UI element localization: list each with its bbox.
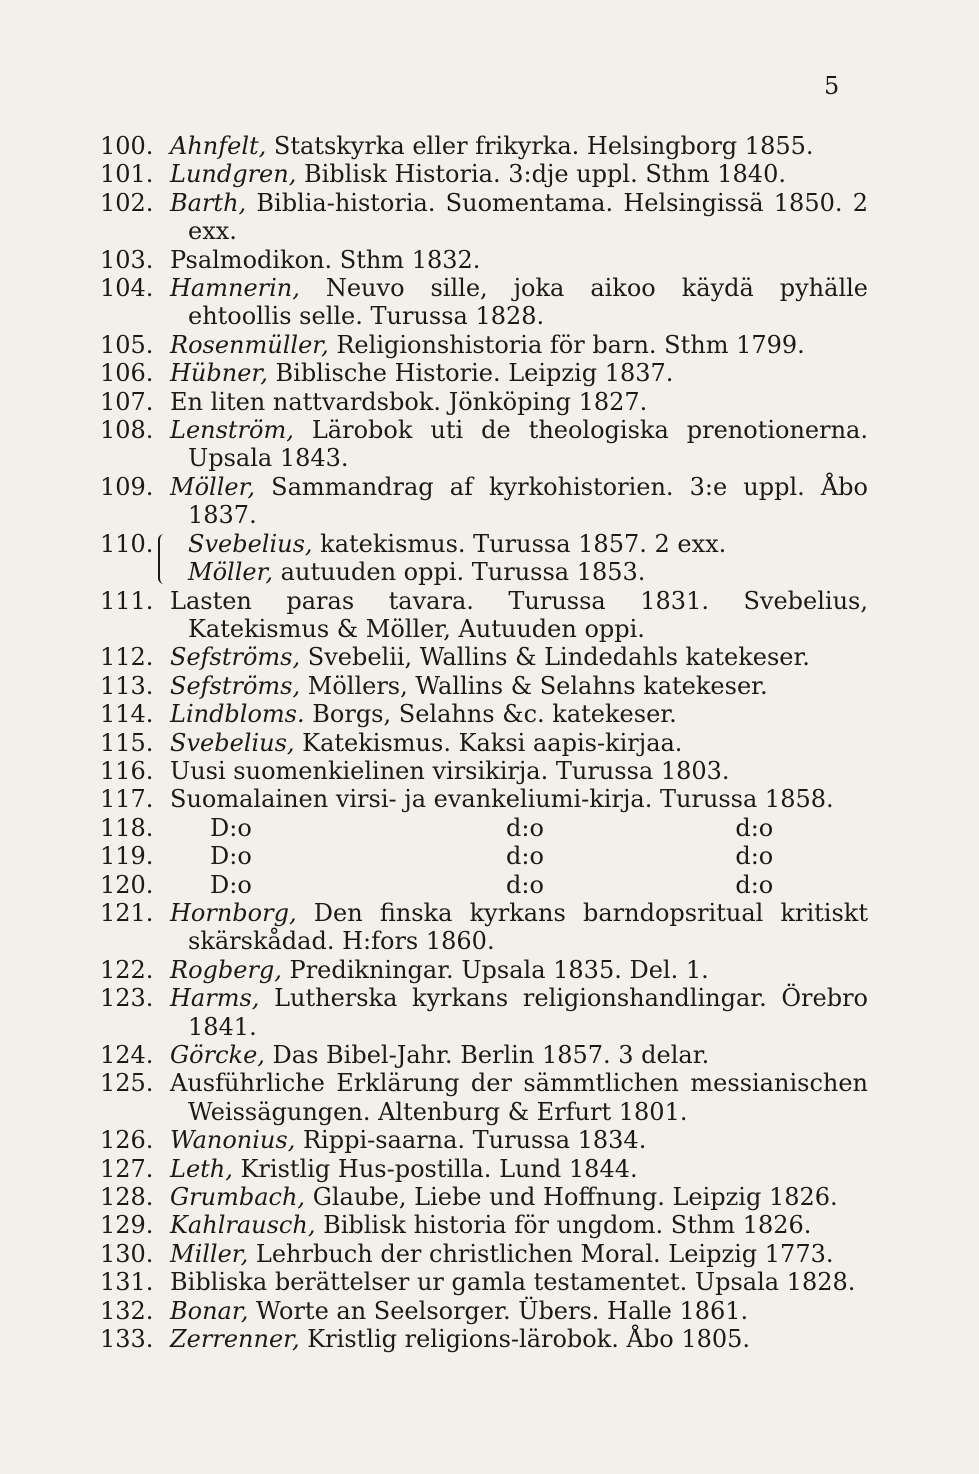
- entry-number: 114.: [100, 700, 154, 729]
- entry-author: Leth,: [170, 1154, 233, 1183]
- catalog-entry: [0, 473, 979, 530]
- entry-title: Den finska kyrkans barndopsritual kritiskt skärskådad. H:fors 1860.: [188, 898, 868, 956]
- entry-author: Hornborg,: [170, 898, 297, 927]
- entry-number: 104.: [100, 274, 154, 303]
- entry-number: 109.: [100, 472, 154, 501]
- entry-author: Grumbach,: [170, 1183, 306, 1212]
- catalog-entry: [0, 842, 979, 870]
- entry-number: 129.: [100, 1211, 154, 1240]
- entry-author: Wanonius,: [170, 1126, 296, 1155]
- entry-number: 107.: [100, 387, 154, 416]
- catalog-entry: [0, 1069, 979, 1126]
- entry-title: Biblische Historie. Leipzig 1837.: [267, 359, 674, 388]
- entry-text: [170, 984, 868, 1041]
- catalog-entry: [0, 1268, 979, 1296]
- entry-text: [170, 757, 868, 785]
- entry-title: Kristlig Hus-postilla. Lund 1844.: [232, 1154, 638, 1183]
- brace-line: [188, 558, 868, 586]
- entry-text: [170, 729, 868, 757]
- entry-number: 121.: [100, 898, 154, 927]
- entry-number: 124.: [100, 1041, 154, 1069]
- catalog-entry: [0, 700, 979, 728]
- brace-line: [188, 530, 868, 558]
- entry-title: Kristlig religions-lärobok. Åbo 1805.: [299, 1325, 751, 1354]
- entry-author: Zerrenner,: [170, 1325, 300, 1354]
- ditto-mark: d:o: [506, 870, 544, 899]
- entry-title: Rippi-saarna. Turussa 1834.: [295, 1126, 647, 1155]
- catalog-entry: [0, 1041, 979, 1069]
- entry-text: [170, 1183, 868, 1211]
- entry-number: 110.: [100, 529, 154, 558]
- entry-text: [170, 1240, 868, 1268]
- ditto-mark: D:o: [210, 870, 252, 899]
- catalog-entry: [0, 331, 979, 359]
- entry-number: 128.: [100, 1183, 154, 1212]
- entry-number: 122.: [100, 955, 154, 984]
- entry-title: Predikningar. Upsala 1835. Del. 1.: [281, 955, 709, 984]
- entry-title: Das Bibel-Jahr. Berlin 1857. 3 delar.: [264, 1041, 710, 1069]
- catalog-entry: [0, 132, 979, 160]
- entry-number: 105.: [100, 330, 154, 359]
- entry-number: 117.: [100, 785, 154, 814]
- entry-title: Religionshistoria för barn. Sthm 1799.: [328, 330, 805, 359]
- entry-text: [170, 274, 868, 331]
- entry-text: [170, 473, 868, 530]
- entry-number: 131.: [100, 1268, 154, 1297]
- catalog-entry: [0, 1211, 979, 1239]
- entry-author: Lenström,: [170, 416, 294, 445]
- entry-number: 113.: [100, 671, 154, 700]
- entry-author: Sefströms,: [170, 671, 301, 700]
- entry-text: [170, 672, 868, 700]
- entry-author: Rosenmüller,: [170, 330, 329, 359]
- entry-title: Lutherska kyrkans religionshandlingar. Örebro 1841.: [188, 984, 868, 1041]
- entry-text: [170, 1155, 868, 1183]
- ditto-mark: d:o: [506, 813, 544, 842]
- entry-title: Worte an Seelsorger. Übers. Halle 1861.: [248, 1296, 749, 1325]
- entry-number: 115.: [100, 728, 154, 757]
- catalog-entry: [0, 359, 979, 387]
- entry-text: [170, 1069, 868, 1126]
- entry-number: 130.: [100, 1239, 154, 1268]
- catalog-entry: [0, 956, 979, 984]
- entry-title: Bibliska berättelser ur gamla testamentet. Upsala 1828.: [170, 1268, 856, 1297]
- catalog-entry: [0, 899, 979, 956]
- catalog-entry: [0, 871, 979, 899]
- entry-author: Miller,: [170, 1239, 249, 1268]
- entry-author: Möller,: [170, 472, 256, 501]
- entry-title: Biblia-historia. Suomentama. Helsingissä 1850. 2 exx.: [188, 188, 868, 246]
- ditto-mark: d:o: [735, 842, 774, 871]
- entry-text: [170, 132, 868, 160]
- entry-number: 112.: [100, 643, 154, 672]
- entry-author: Rogberg,: [170, 955, 282, 984]
- catalog-entry: [0, 1240, 979, 1268]
- entry-title: Statskyrka eller frikyrka. Helsingborg 1855.: [266, 132, 814, 160]
- entry-number: 103.: [100, 245, 154, 274]
- entry-title: Suomalainen virsi- ja evankeliumi-kirja. Turussa 1858.: [170, 785, 834, 814]
- entry-author: Sefströms,: [170, 643, 301, 672]
- entry-number: 132.: [100, 1296, 154, 1325]
- entry-text: [170, 189, 868, 246]
- entry-title: Svebelii, Wallins & Lindedahls katekeser.: [300, 643, 810, 672]
- catalog-entry: [0, 1183, 979, 1211]
- catalog-entry: [0, 160, 979, 188]
- entry-text: [170, 1297, 868, 1325]
- entry-author: Kahlrausch,: [170, 1211, 316, 1240]
- entry-text: [170, 1268, 868, 1296]
- entry-title: katekismus. Turussa 1857. 2 exx.: [312, 529, 727, 558]
- entry-title: Biblisk Historia. 3:dje uppl. Sthm 1840.: [296, 160, 786, 189]
- entry-title: Lehrbuch der christlichen Moral. Leipzig 1773.: [248, 1239, 834, 1268]
- entry-author: Lundgren,: [170, 160, 297, 189]
- catalog-entry: [0, 984, 979, 1041]
- entry-number: 127.: [100, 1154, 154, 1183]
- entry-text: [170, 871, 868, 899]
- entry-author: Hamnerin,: [170, 274, 300, 303]
- entry-title: Biblisk historia för ungdom. Sthm 1826.: [315, 1211, 812, 1240]
- catalog-entry: [0, 643, 979, 671]
- entry-number: 126.: [100, 1126, 154, 1155]
- entry-text: [170, 643, 868, 671]
- catalog-entry: [0, 1325, 979, 1353]
- catalog-entry: [0, 388, 979, 416]
- entry-title: Neuvo sille, joka aikoo käydä pyhälle ehtoollis selle. Turussa 1828.: [188, 274, 868, 331]
- entry-number: 123.: [100, 984, 154, 1013]
- entry-text: [170, 331, 868, 359]
- catalog-entry: [0, 757, 979, 785]
- entry-text: [170, 388, 868, 416]
- entry-number: 119.: [100, 842, 154, 871]
- entry-text: [170, 785, 868, 813]
- ditto-mark: d:o: [735, 813, 774, 842]
- ditto-mark: D:o: [210, 813, 252, 842]
- catalog-entry: [0, 1297, 979, 1325]
- entry-text: [170, 1041, 868, 1069]
- entry-title: Lasten paras tavara. Turussa 1831. Svebelius, Katekismus & Möller, Autuuden oppi.: [170, 586, 868, 643]
- entry-text: [170, 530, 868, 587]
- entry-text: [170, 1325, 868, 1353]
- entry-author: Görcke,: [170, 1041, 265, 1069]
- entry-title: Lärobok uti de theologiska prenotionerna. Upsala 1843.: [188, 416, 868, 473]
- entry-number: 111.: [100, 586, 154, 615]
- entry-title: Glaube, Liebe und Hoffnung. Leipzig 1826.: [305, 1183, 838, 1212]
- entry-author: Hübner,: [170, 359, 268, 388]
- brace-mark: [158, 534, 168, 584]
- entry-title: Katekismus. Kaksi aapis-kirjaa.: [294, 728, 683, 757]
- ditto-mark: D:o: [210, 842, 252, 871]
- entry-number: 125.: [100, 1069, 154, 1098]
- entry-title: En liten nattvardsbok. Jönköping 1827.: [170, 387, 648, 416]
- entry-title: Sammandrag af kyrkohistorien. 3:e uppl. Åbo 1837.: [188, 472, 868, 530]
- catalog-entry: [0, 587, 979, 644]
- ditto-mark: d:o: [735, 870, 774, 899]
- catalog-entry: [0, 274, 979, 331]
- entry-author: Svebelius,: [188, 529, 313, 558]
- ditto-mark: d:o: [506, 842, 544, 871]
- entry-title: Ausführliche Erklärung der sämmtlichen messianischen Weissägungen. Altenburg & Erfurt 1801.: [170, 1069, 868, 1126]
- entry-text: [170, 416, 868, 473]
- entry-title: Borgs, Selahns &c. katekeser.: [304, 700, 677, 729]
- entry-text: [170, 700, 868, 728]
- entry-text: [170, 160, 868, 188]
- catalog-entry: [0, 246, 979, 274]
- catalog-entry: [0, 814, 979, 842]
- entry-text: [170, 359, 868, 387]
- entry-number: 102.: [100, 188, 154, 217]
- catalog-entry: [0, 530, 979, 587]
- entry-number: 108.: [100, 416, 154, 445]
- entry-number: 116.: [100, 756, 154, 785]
- catalog-entry: [0, 785, 979, 813]
- catalog-entry: [0, 416, 979, 473]
- entry-author: Svebelius,: [170, 728, 295, 757]
- entry-title: Möllers, Wallins & Selahns katekeser.: [300, 671, 768, 700]
- entry-number: 118.: [100, 813, 154, 842]
- entry-number: 106.: [100, 359, 154, 388]
- entry-text: [170, 814, 868, 842]
- catalog-entry: [0, 189, 979, 246]
- catalog-entry: [0, 729, 979, 757]
- entry-title: Psalmodikon. Sthm 1832.: [170, 245, 481, 274]
- entry-list: [0, 132, 979, 1353]
- entry-text: [170, 1211, 868, 1239]
- entry-author: Lindbloms.: [170, 700, 305, 729]
- entry-author: Möller,: [188, 558, 274, 587]
- entry-number: 120.: [100, 870, 154, 899]
- entry-text: [170, 587, 868, 644]
- entry-number: 100.: [100, 132, 154, 160]
- entry-title: Uusi suomenkielinen virsikirja. Turussa 1803.: [170, 756, 730, 785]
- catalog-entry: [0, 672, 979, 700]
- entry-text: [170, 1126, 868, 1154]
- entry-number: 133.: [100, 1325, 154, 1354]
- entry-title: autuuden oppi. Turussa 1853.: [273, 558, 646, 587]
- entry-author: Ahnfelt,: [170, 132, 267, 160]
- catalog-entry: [0, 1126, 979, 1154]
- entry-author: Barth,: [170, 188, 247, 217]
- entry-text: [170, 246, 868, 274]
- catalog-entry: [0, 1155, 979, 1183]
- entry-text: [170, 956, 868, 984]
- entry-text: [170, 899, 868, 956]
- page-number: 5: [824, 72, 840, 100]
- entry-author: Bonar,: [170, 1296, 249, 1325]
- entry-number: 101.: [100, 160, 154, 189]
- entry-author: Harms,: [170, 984, 260, 1013]
- entry-text: [170, 842, 868, 870]
